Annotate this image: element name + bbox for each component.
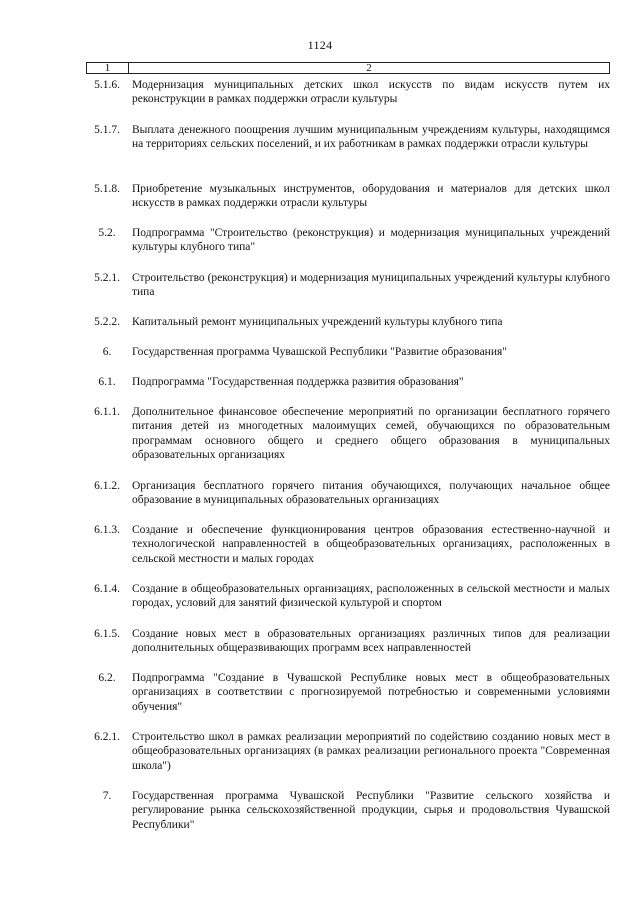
- row-text: Государственная программа Чувашской Республики "Развитие образования": [132, 346, 507, 358]
- row-number: 5.2.1.: [94, 272, 120, 284]
- table-row: [86, 78, 610, 107]
- table-row: [86, 226, 610, 255]
- row-text: Подпрограмма "Государственная поддержка развития образования": [132, 376, 464, 388]
- row-text: Строительство (реконструкция) и модернизация муниципальных учреждений культуры клубного типа: [132, 272, 610, 299]
- table-row: [86, 479, 610, 508]
- row-text: Подпрограмма "Создание в Чувашской Республике новых мест в общеобразовательных организациях в соответствии с прогнозируемой потребностью и современными условиями обучения": [132, 672, 610, 713]
- table-row: [86, 671, 610, 714]
- table-row: [86, 789, 610, 832]
- row-text: Подпрограмма "Строительство (реконструкция) и модернизация муниципальных учреждений культуры клубного типа": [132, 227, 610, 254]
- table-row: [86, 523, 610, 566]
- row-number: 5.1.8.: [94, 183, 120, 195]
- row-number: 6.1.5.: [94, 628, 120, 640]
- row-text: Модернизация муниципальных детских школ искусств по видам искусств путем их реконструкции в рамках поддержки отрасли культуры: [132, 79, 610, 106]
- row-number: 5.2.2.: [94, 316, 120, 328]
- header-col-1: 1: [87, 63, 129, 73]
- row-text: Государственная программа Чувашской Республики "Развитие сельского хозяйства и регулирование рынка сельскохозяйственной продукции, сырья и продовольствия Чувашской Республики": [132, 790, 610, 831]
- header-col-2: 2: [366, 62, 372, 74]
- row-number: 7.: [102, 790, 112, 802]
- table-row: [86, 123, 610, 152]
- table-row: [86, 582, 610, 611]
- row-text: Приобретение музыкальных инструментов, оборудования и материалов для детских школ искусств в рамках поддержки отрасли культуры: [132, 183, 610, 210]
- row-number: 6.1.: [98, 376, 116, 388]
- row-text: Создание новых мест в образовательных организациях различных типов для реализации дополнительных общеразвивающих программ всех направленностей: [132, 628, 610, 655]
- row-text: Капитальный ремонт муниципальных учреждений культуры клубного типа: [132, 316, 503, 328]
- row-number: 5.1.7.: [94, 124, 120, 136]
- table-header: [86, 62, 610, 74]
- table-row: [86, 345, 610, 359]
- table-row: [86, 182, 610, 211]
- row-number: 6.: [102, 346, 112, 358]
- row-number: 6.1.2.: [94, 480, 120, 492]
- row-text: Строительство школ в рамках реализации мероприятий по содействию созданию новых мест в общеобразовательных организациях (в рамках реализации регионального проекта "Современная школа"): [132, 731, 610, 772]
- table-row: [86, 315, 610, 329]
- table-row: [86, 627, 610, 656]
- row-text: Дополнительное финансовое обеспечение мероприятий по организации бесплатного горячего питания детей из многодетных малоимущих семей, обучающихся по образовательным программам основного общего и среднего общего образования в муниципальных образовательных организациях: [132, 406, 610, 461]
- row-number: 6.2.: [98, 672, 116, 684]
- row-text: Создание и обеспечение функционирования центров образования естественно-научной и технологической направленностей в общеобразовательных организациях, расположенных в сельской местности и малых городах: [132, 524, 610, 565]
- table-row: [86, 271, 610, 300]
- row-number: 6.1.1.: [94, 406, 120, 418]
- page-number: 1124: [307, 38, 333, 52]
- row-number: 6.2.1.: [94, 731, 120, 743]
- row-text: Организация бесплатного горячего питания обучающихся, получающих начальное общее образование в муниципальных образовательных организациях: [132, 480, 610, 507]
- table-row: [86, 730, 610, 773]
- table-row: [86, 405, 610, 462]
- row-text: Выплата денежного поощрения лучшим муниципальным учреждениям культуры, находящимся на территориях сельских поселений, и их работникам в рамках поддержки отрасли культуры: [132, 124, 610, 151]
- table-row: [86, 375, 610, 389]
- row-number: 6.1.3.: [94, 524, 120, 536]
- row-number: 5.2.: [98, 227, 116, 239]
- row-number: 5.1.6.: [94, 79, 120, 91]
- row-number: 6.1.4.: [94, 583, 120, 595]
- row-text: Создание в общеобразовательных организациях, расположенных в сельской местности и малых городах, условий для занятий физической культурой и спортом: [132, 583, 610, 610]
